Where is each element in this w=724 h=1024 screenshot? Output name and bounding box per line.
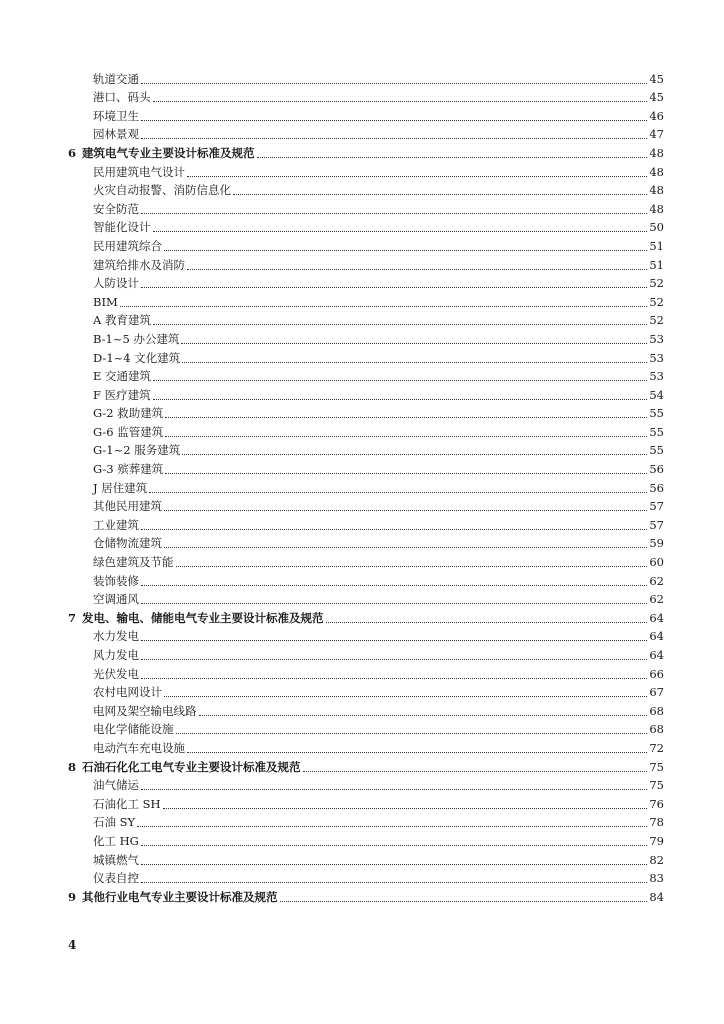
toc-section-entry[interactable] xyxy=(68,217,664,236)
toc-leader-dots xyxy=(141,659,647,660)
toc-section-entry[interactable] xyxy=(68,403,664,422)
toc-entry-title: G-3 殡葬建筑 xyxy=(93,462,164,477)
toc-entry-title: 水力发电 xyxy=(93,629,139,644)
toc-entry-title: 发电、输电、储能电气专业主要设计标准及规范 xyxy=(82,610,324,625)
toc-page-number: 46 xyxy=(649,108,664,123)
toc-section-entry[interactable] xyxy=(68,496,664,515)
toc-section-entry[interactable] xyxy=(68,700,664,719)
toc-section-entry[interactable] xyxy=(68,626,664,645)
toc-entry-title: 园林景观 xyxy=(93,127,139,142)
toc-entry-title: 风力发电 xyxy=(93,648,139,662)
toc-leader-dots xyxy=(141,864,647,865)
toc-section-entry[interactable] xyxy=(68,533,664,552)
toc-entry-title: 城镇燃气 xyxy=(93,852,139,867)
toc-entry-title: 火灾自动报警、消防信息化 xyxy=(93,183,231,198)
toc-leader-dots xyxy=(164,696,647,697)
toc-section-entry[interactable] xyxy=(68,235,664,254)
toc-section-entry[interactable] xyxy=(68,347,664,366)
toc-page-number: 75 xyxy=(649,778,664,793)
toc-entry-title: 建筑电气专业主要设计标准及规范 xyxy=(82,145,255,160)
toc-leader-dots xyxy=(141,640,647,641)
toc-leader-dots xyxy=(141,83,647,84)
toc-section-entry[interactable] xyxy=(68,310,664,329)
toc-entry-title: 石油 SY xyxy=(93,815,136,830)
toc-page-number: 57 xyxy=(649,517,664,532)
toc-section-entry[interactable] xyxy=(68,812,664,831)
toc-page-number: 55 xyxy=(649,443,664,458)
toc-chapter-number: 6 xyxy=(68,145,77,160)
toc-leader-dots xyxy=(141,138,647,139)
toc-page-number: 52 xyxy=(649,313,664,328)
toc-leader-dots xyxy=(141,789,647,790)
toc-page-number: 78 xyxy=(649,815,664,830)
toc-entry-title: J 居住建筑 xyxy=(93,480,148,495)
toc-entry-title: A 教育建筑 xyxy=(93,313,151,328)
toc-leader-dots xyxy=(187,269,647,270)
table-of-contents xyxy=(68,68,664,905)
toc-page-number: 53 xyxy=(649,350,664,365)
toc-entry-title: 轨道交通 xyxy=(93,71,139,86)
toc-section-entry[interactable] xyxy=(68,737,664,756)
toc-leader-dots xyxy=(233,194,647,195)
toc-section-entry[interactable] xyxy=(68,477,664,496)
toc-leader-dots xyxy=(141,678,647,679)
toc-page-number: 66 xyxy=(649,666,664,681)
toc-entry-title: 石油石化化工电气专业主要设计标准及规范 xyxy=(82,759,301,774)
toc-entry-title: 装饰装修 xyxy=(93,573,139,588)
toc-section-entry[interactable] xyxy=(68,328,664,347)
toc-leader-dots xyxy=(141,529,647,530)
toc-page-number: 56 xyxy=(649,480,664,495)
toc-leader-dots xyxy=(257,157,648,158)
toc-section-entry[interactable] xyxy=(68,87,664,106)
toc-section-entry[interactable] xyxy=(68,868,664,887)
toc-page-number: 60 xyxy=(649,555,664,570)
toc-leader-dots xyxy=(199,715,648,716)
toc-page-number: 83 xyxy=(649,871,664,886)
page-number: 4 xyxy=(68,938,77,952)
toc-chapter-entry[interactable] xyxy=(68,607,664,626)
toc-chapter-number: 7 xyxy=(68,610,77,625)
toc-entry-title: 港口、码头 xyxy=(93,90,151,105)
toc-leader-dots xyxy=(141,287,647,288)
toc-leader-dots xyxy=(165,436,647,437)
toc-leader-dots xyxy=(176,566,648,567)
toc-page-number: 53 xyxy=(649,369,664,384)
toc-section-entry[interactable] xyxy=(68,366,664,385)
toc-page-number: 82 xyxy=(649,852,664,867)
toc-entry-title: 仪表自控 xyxy=(93,871,139,886)
toc-section-entry[interactable] xyxy=(68,830,664,849)
toc-leader-dots xyxy=(120,306,648,307)
toc-entry-title: G-2 救助建筑 xyxy=(93,406,164,421)
toc-entry-title: D-1~4 文化建筑 xyxy=(93,350,181,365)
toc-leader-dots xyxy=(164,510,647,511)
toc-page-number: 64 xyxy=(649,610,664,625)
toc-section-entry[interactable] xyxy=(68,682,664,701)
toc-page-number: 45 xyxy=(649,71,664,86)
toc-page-number: 51 xyxy=(649,238,664,253)
toc-leader-dots xyxy=(187,176,647,177)
toc-entry-title: 安全防范 xyxy=(93,201,139,216)
toc-section-entry[interactable] xyxy=(68,161,664,180)
toc-chapter-entry[interactable] xyxy=(68,142,664,161)
toc-page-number: 47 xyxy=(649,127,664,142)
toc-section-entry[interactable] xyxy=(68,644,664,663)
toc-page-number: 84 xyxy=(649,889,664,904)
toc-page-number: 64 xyxy=(649,629,664,644)
toc-page-number: 53 xyxy=(649,331,664,346)
toc-entry-title: 电化学储能设施 xyxy=(93,722,174,737)
toc-leader-dots xyxy=(153,399,648,400)
toc-entry-title: 其他民用建筑 xyxy=(93,499,162,514)
toc-leader-dots xyxy=(153,101,648,102)
toc-page-number: 75 xyxy=(649,759,664,774)
toc-entry-title: 建筑给排水及消防 xyxy=(93,257,185,272)
toc-section-entry[interactable] xyxy=(68,124,664,143)
toc-section-entry[interactable] xyxy=(68,849,664,868)
toc-entry-title: 智能化设计 xyxy=(93,220,151,235)
toc-section-entry[interactable] xyxy=(68,198,664,217)
toc-section-entry[interactable] xyxy=(68,68,664,87)
toc-section-entry[interactable] xyxy=(68,663,664,682)
toc-page-number: 68 xyxy=(649,703,664,718)
toc-page-number: 62 xyxy=(649,573,664,588)
toc-entry-title: 环境卫生 xyxy=(93,108,139,123)
toc-page-number: 79 xyxy=(649,833,664,848)
toc-page-number: 54 xyxy=(649,387,664,402)
toc-entry-title: 其他行业电气专业主要设计标准及规范 xyxy=(82,889,278,904)
toc-leader-dots xyxy=(141,213,647,214)
toc-section-entry[interactable] xyxy=(68,421,664,440)
toc-leader-dots xyxy=(141,603,647,604)
toc-leader-dots xyxy=(153,324,647,325)
toc-leader-dots xyxy=(164,547,647,548)
toc-page-number: 48 xyxy=(649,183,664,198)
toc-page-number: 59 xyxy=(649,536,664,551)
toc-entry-title: 电动汽车充电设施 xyxy=(93,740,185,755)
toc-entry-title: 人防设计 xyxy=(93,276,139,291)
toc-leader-dots xyxy=(181,343,647,344)
toc-entry-title: 光伏发电 xyxy=(93,666,139,681)
toc-page-number: 50 xyxy=(649,220,664,235)
toc-section-entry[interactable] xyxy=(68,105,664,124)
toc-leader-dots xyxy=(141,585,647,586)
toc-leader-dots xyxy=(187,752,647,753)
toc-page-number: 52 xyxy=(649,276,664,291)
toc-page-number: 64 xyxy=(649,648,664,662)
toc-page-number: 48 xyxy=(649,145,664,160)
toc-leader-dots xyxy=(141,120,647,121)
toc-section-entry[interactable] xyxy=(68,775,664,794)
toc-leader-dots xyxy=(182,454,647,455)
toc-chapter-number: 9 xyxy=(68,889,77,904)
toc-section-entry[interactable] xyxy=(68,514,664,533)
toc-leader-dots xyxy=(137,826,647,827)
toc-page-number: 56 xyxy=(649,462,664,477)
toc-entry-title: BIM xyxy=(93,294,118,309)
toc-page-number: 68 xyxy=(649,722,664,737)
toc-leader-dots xyxy=(164,250,647,251)
toc-section-entry[interactable] xyxy=(68,570,664,589)
toc-leader-dots xyxy=(176,733,648,734)
toc-leader-dots xyxy=(165,417,647,418)
toc-section-entry[interactable] xyxy=(68,254,664,273)
toc-leader-dots xyxy=(163,808,648,809)
toc-leader-dots xyxy=(141,845,647,846)
toc-page-number: 55 xyxy=(649,406,664,421)
toc-leader-dots xyxy=(153,380,647,381)
toc-leader-dots xyxy=(165,473,647,474)
toc-page-number: 48 xyxy=(649,164,664,179)
toc-entry-title: 油气储运 xyxy=(93,778,139,793)
toc-page-number: 72 xyxy=(649,740,664,755)
toc-section-entry[interactable] xyxy=(68,180,664,199)
toc-chapter-entry[interactable] xyxy=(68,756,664,775)
toc-entry-title: 绿色建筑及节能 xyxy=(93,555,174,570)
toc-leader-dots xyxy=(303,771,648,772)
toc-page-number: 52 xyxy=(649,294,664,309)
toc-section-entry[interactable] xyxy=(68,589,664,608)
toc-page-number: 48 xyxy=(649,201,664,216)
toc-section-entry[interactable] xyxy=(68,291,664,310)
toc-page-number: 45 xyxy=(649,90,664,105)
toc-section-entry[interactable] xyxy=(68,440,664,459)
toc-entry-title: 电网及架空输电线路 xyxy=(93,703,197,718)
toc-entry-title: G-1~2 服务建筑 xyxy=(93,443,181,458)
toc-entry-title: 民用建筑综合 xyxy=(93,238,162,253)
toc-leader-dots xyxy=(280,901,648,902)
toc-leader-dots xyxy=(149,492,647,493)
toc-page-number: 76 xyxy=(649,796,664,811)
toc-leader-dots xyxy=(326,622,648,623)
toc-section-entry[interactable] xyxy=(68,458,664,477)
toc-leader-dots xyxy=(153,231,648,232)
toc-page-number: 51 xyxy=(649,257,664,272)
toc-entry-title: 化工 HG xyxy=(93,833,139,848)
toc-section-entry[interactable] xyxy=(68,793,664,812)
toc-chapter-number: 8 xyxy=(68,759,77,774)
toc-entry-title: 石油化工 SH xyxy=(93,796,161,811)
toc-page-number: 62 xyxy=(649,592,664,607)
toc-entry-title: E 交通建筑 xyxy=(93,369,152,384)
toc-entry-title: 工业建筑 xyxy=(93,517,139,532)
toc-section-entry[interactable] xyxy=(68,551,664,570)
toc-entry-title: 民用建筑电气设计 xyxy=(93,164,185,179)
toc-chapter-entry[interactable] xyxy=(68,886,664,905)
toc-section-entry[interactable] xyxy=(68,719,664,738)
toc-entry-title: 空调通风 xyxy=(93,592,139,607)
toc-leader-dots xyxy=(182,362,647,363)
toc-leader-dots xyxy=(141,882,647,883)
toc-entry-title: G-6 监管建筑 xyxy=(93,424,164,439)
toc-page-number: 67 xyxy=(649,685,664,700)
toc-entry-title: 农村电网设计 xyxy=(93,685,162,700)
toc-page-number: 55 xyxy=(649,424,664,439)
toc-entry-title: 仓储物流建筑 xyxy=(93,536,162,551)
toc-entry-title: B-1~5 办公建筑 xyxy=(93,331,180,346)
toc-entry-title: F 医疗建筑 xyxy=(93,387,151,402)
toc-section-entry[interactable] xyxy=(68,273,664,292)
toc-section-entry[interactable] xyxy=(68,384,664,403)
toc-page-number: 57 xyxy=(649,499,664,514)
